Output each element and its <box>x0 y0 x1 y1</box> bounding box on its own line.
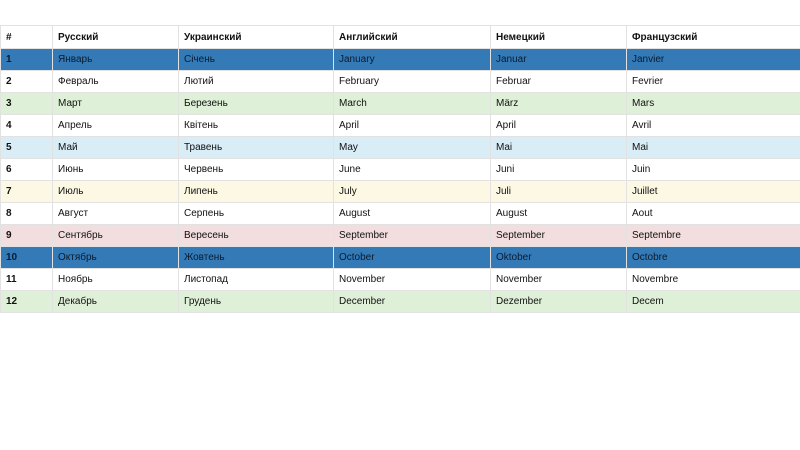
cell-russian: Июль <box>53 181 179 203</box>
cell-number: 7 <box>1 181 53 203</box>
cell-english: December <box>334 291 491 313</box>
cell-russian: Октябрь <box>53 247 179 269</box>
cell-number: 12 <box>1 291 53 313</box>
cell-german: Juni <box>491 159 627 181</box>
cell-number: 5 <box>1 137 53 159</box>
months-table <box>0 25 800 313</box>
cell-number: 6 <box>1 159 53 181</box>
cell-german: November <box>491 269 627 291</box>
cell-number: 4 <box>1 115 53 137</box>
table-row <box>1 291 800 313</box>
cell-german: Oktober <box>491 247 627 269</box>
cell-english: October <box>334 247 491 269</box>
cell-english: March <box>334 93 491 115</box>
table-row <box>1 203 800 225</box>
table-row <box>1 247 800 269</box>
cell-german: Mai <box>491 137 627 159</box>
cell-ukrainian: Серпень <box>179 203 334 225</box>
cell-russian: Декабрь <box>53 291 179 313</box>
cell-number: 11 <box>1 269 53 291</box>
cell-number: 1 <box>1 49 53 71</box>
header-row <box>1 26 800 49</box>
cell-french: Juin <box>627 159 800 181</box>
table-row <box>1 49 800 71</box>
cell-ukrainian: Червень <box>179 159 334 181</box>
cell-french: Avril <box>627 115 800 137</box>
cell-ukrainian: Січень <box>179 49 334 71</box>
header-english: Английский <box>334 26 491 49</box>
months-table-container <box>0 25 800 313</box>
cell-german: Juli <box>491 181 627 203</box>
cell-number: 10 <box>1 247 53 269</box>
cell-french: Octobre <box>627 247 800 269</box>
cell-english: January <box>334 49 491 71</box>
cell-russian: Январь <box>53 49 179 71</box>
cell-german: Dezember <box>491 291 627 313</box>
cell-ukrainian: Квітень <box>179 115 334 137</box>
cell-french: Janvier <box>627 49 800 71</box>
cell-german: April <box>491 115 627 137</box>
cell-number: 9 <box>1 225 53 247</box>
cell-ukrainian: Вересень <box>179 225 334 247</box>
cell-french: Juillet <box>627 181 800 203</box>
table-row <box>1 159 800 181</box>
header-number: # <box>1 26 53 49</box>
header-french: Французский <box>627 26 800 49</box>
table-row <box>1 115 800 137</box>
cell-english: June <box>334 159 491 181</box>
cell-ukrainian: Лютий <box>179 71 334 93</box>
cell-ukrainian: Грудень <box>179 291 334 313</box>
cell-number: 3 <box>1 93 53 115</box>
cell-french: Fevrier <box>627 71 800 93</box>
table-row <box>1 269 800 291</box>
cell-number: 8 <box>1 203 53 225</box>
table-header <box>1 26 800 49</box>
header-russian: Русский <box>53 26 179 49</box>
cell-english: July <box>334 181 491 203</box>
cell-russian: Март <box>53 93 179 115</box>
cell-french: Novembre <box>627 269 800 291</box>
cell-german: Januar <box>491 49 627 71</box>
cell-german: März <box>491 93 627 115</box>
cell-ukrainian: Листопад <box>179 269 334 291</box>
table-row <box>1 137 800 159</box>
cell-ukrainian: Жовтень <box>179 247 334 269</box>
table-body <box>1 49 800 313</box>
cell-english: September <box>334 225 491 247</box>
cell-russian: Июнь <box>53 159 179 181</box>
cell-russian: Август <box>53 203 179 225</box>
table-row <box>1 181 800 203</box>
cell-ukrainian: Березень <box>179 93 334 115</box>
cell-english: May <box>334 137 491 159</box>
cell-russian: Сентябрь <box>53 225 179 247</box>
cell-french: Mars <box>627 93 800 115</box>
table-row <box>1 225 800 247</box>
cell-french: Mai <box>627 137 800 159</box>
cell-ukrainian: Травень <box>179 137 334 159</box>
header-ukrainian: Украинский <box>179 26 334 49</box>
cell-english: April <box>334 115 491 137</box>
table-row <box>1 71 800 93</box>
cell-french: Septembre <box>627 225 800 247</box>
cell-english: February <box>334 71 491 93</box>
cell-german: Februar <box>491 71 627 93</box>
cell-french: Aout <box>627 203 800 225</box>
cell-german: September <box>491 225 627 247</box>
cell-russian: Ноябрь <box>53 269 179 291</box>
cell-english: November <box>334 269 491 291</box>
table-row <box>1 93 800 115</box>
cell-ukrainian: Липень <box>179 181 334 203</box>
cell-number: 2 <box>1 71 53 93</box>
header-german: Немецкий <box>491 26 627 49</box>
cell-english: August <box>334 203 491 225</box>
cell-german: August <box>491 203 627 225</box>
cell-russian: Февраль <box>53 71 179 93</box>
cell-russian: Май <box>53 137 179 159</box>
cell-french: Decem <box>627 291 800 313</box>
cell-russian: Апрель <box>53 115 179 137</box>
